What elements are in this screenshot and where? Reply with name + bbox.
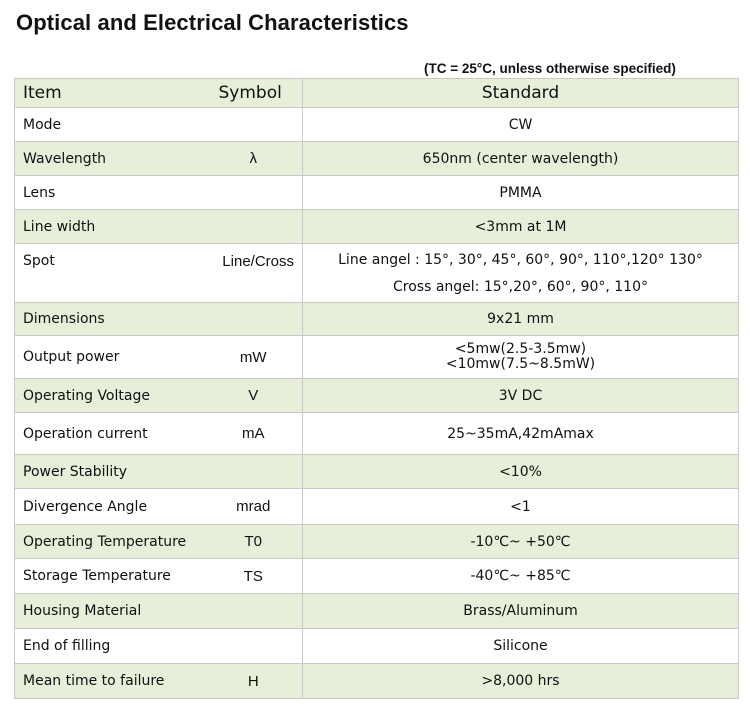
row-symbol: H bbox=[205, 664, 303, 699]
row-item: End of filling bbox=[15, 629, 205, 664]
table-row bbox=[15, 455, 739, 489]
header-standard: Standard bbox=[303, 79, 739, 108]
row-symbol: Line/Cross bbox=[205, 244, 303, 303]
row-standard bbox=[303, 336, 739, 379]
page-title: Optical and Electrical Characteristics bbox=[16, 10, 409, 35]
conditions-note: (TC = 25°C, unless otherwise specified) bbox=[424, 61, 676, 76]
spot-cross-angles: Cross angel: 15°,20°, 60°, 90°, 110° bbox=[393, 279, 648, 295]
row-standard: <1 bbox=[303, 489, 739, 525]
row-item: Output power bbox=[15, 336, 205, 379]
row-symbol bbox=[205, 210, 303, 244]
row-item: Lens bbox=[15, 176, 205, 210]
table-row bbox=[15, 379, 739, 413]
output-power-line1: <5mw(2.5-3.5mw) bbox=[454, 341, 587, 357]
row-standard: -10℃~ +50℃ bbox=[303, 525, 739, 559]
row-symbol bbox=[205, 594, 303, 629]
output-power-line2: <10mw(7.5~8.5mW) bbox=[445, 356, 596, 372]
row-item: Spot bbox=[15, 244, 205, 303]
table-row bbox=[15, 142, 739, 176]
row-symbol: mW bbox=[205, 336, 303, 379]
row-symbol bbox=[205, 303, 303, 336]
table-row bbox=[15, 489, 739, 525]
row-symbol bbox=[205, 176, 303, 210]
row-item: Housing Material bbox=[15, 594, 205, 629]
row-symbol: TS bbox=[205, 559, 303, 594]
row-symbol bbox=[205, 108, 303, 142]
spot-line-angles: Line angel : 15°, 30°, 45°, 60°, 90°, 110°,120° 130° bbox=[338, 252, 703, 268]
row-item: Wavelength bbox=[15, 142, 205, 176]
row-symbol: mrad bbox=[205, 489, 303, 525]
table-row bbox=[15, 664, 739, 699]
row-standard: Brass/Aluminum bbox=[303, 594, 739, 629]
table-row bbox=[15, 176, 739, 210]
row-standard: 650nm (center wavelength) bbox=[303, 142, 739, 176]
table-row bbox=[15, 336, 739, 379]
table-row bbox=[15, 108, 739, 142]
table-row bbox=[15, 303, 739, 336]
row-standard: CW bbox=[303, 108, 739, 142]
row-standard: 25~35mA,42mAmax bbox=[303, 413, 739, 455]
table-row bbox=[15, 594, 739, 629]
row-item: Mode bbox=[15, 108, 205, 142]
table-row bbox=[15, 629, 739, 664]
row-standard: >8,000 hrs bbox=[303, 664, 739, 699]
row-item: Operation current bbox=[15, 413, 205, 455]
row-symbol bbox=[205, 629, 303, 664]
row-item: Dimensions bbox=[15, 303, 205, 336]
row-standard: 3V DC bbox=[303, 379, 739, 413]
row-standard: PMMA bbox=[303, 176, 739, 210]
row-standard: Silicone bbox=[303, 629, 739, 664]
table-row bbox=[15, 244, 739, 303]
table-row bbox=[15, 525, 739, 559]
row-symbol: mA bbox=[205, 413, 303, 455]
row-item: Line width bbox=[15, 210, 205, 244]
characteristics-table bbox=[14, 78, 739, 699]
row-item: Mean time to failure bbox=[15, 664, 205, 699]
row-standard: -40℃~ +85℃ bbox=[303, 559, 739, 594]
row-symbol: V bbox=[205, 379, 303, 413]
table-header-row bbox=[15, 79, 739, 108]
row-item: Operating Voltage bbox=[15, 379, 205, 413]
row-item: Storage Temperature bbox=[15, 559, 205, 594]
table-row bbox=[15, 559, 739, 594]
row-symbol bbox=[205, 455, 303, 489]
table-row bbox=[15, 210, 739, 244]
header-item: Item bbox=[15, 79, 205, 108]
row-item: Operating Temperature bbox=[15, 525, 205, 559]
row-item: Divergence Angle bbox=[15, 489, 205, 525]
row-symbol: T0 bbox=[205, 525, 303, 559]
row-standard: <10% bbox=[303, 455, 739, 489]
row-standard bbox=[303, 244, 739, 303]
row-standard: 9x21 mm bbox=[303, 303, 739, 336]
row-item: Power Stability bbox=[15, 455, 205, 489]
table-row bbox=[15, 413, 739, 455]
row-symbol: λ bbox=[205, 142, 303, 176]
header-symbol: Symbol bbox=[205, 79, 303, 108]
row-standard: <3mm at 1M bbox=[303, 210, 739, 244]
